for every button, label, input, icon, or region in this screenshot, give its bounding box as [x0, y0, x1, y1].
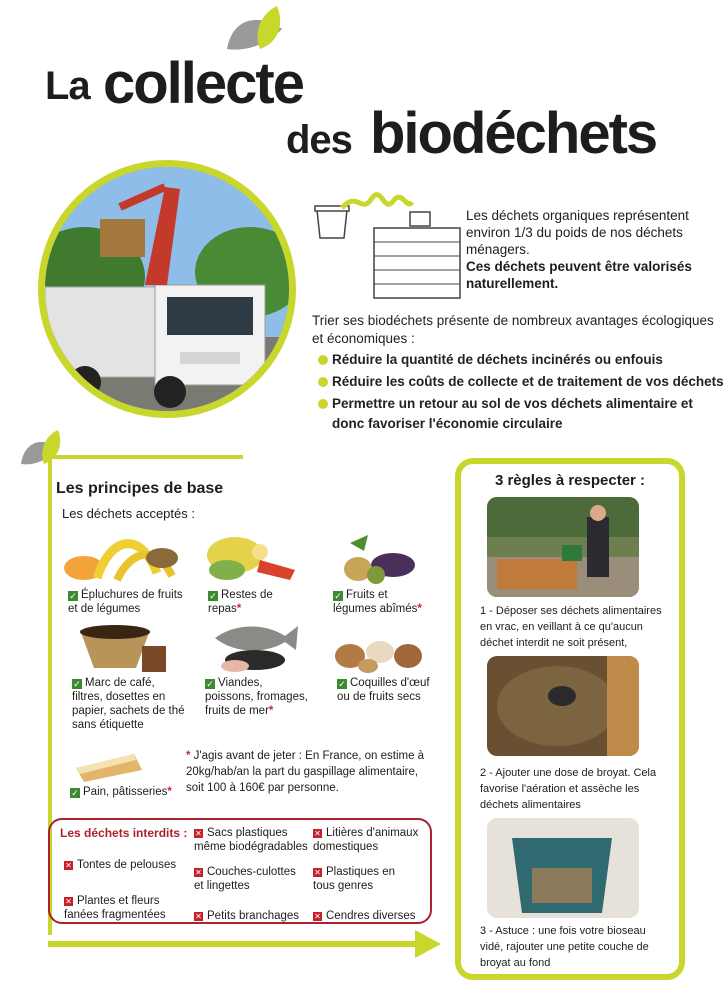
benefits-list	[318, 350, 728, 436]
section-divider	[48, 455, 243, 459]
intro-line1: Les déchets organiques représentent environ 1/3 du poids de nos déchets ménagers.	[466, 208, 689, 257]
forbidden-item: ✕ Litières d'animaux domestiques	[313, 827, 419, 853]
cross-icon: ✕	[65, 897, 72, 906]
waste-note: * J'agis avant de jeter : En France, on estime à 20kg/hab/an la part du gaspillage alimentaire, soit 100 à 160€ par personne.	[186, 750, 425, 794]
check-icon: ✓	[209, 591, 217, 601]
bread-image	[72, 750, 144, 784]
arrow-line	[48, 941, 418, 947]
intro-line2: Ces déchets peuvent être valorisés naturellement.	[466, 259, 692, 291]
benefit-item: Réduire les coûts de collecte et de traitement de vos déchets	[318, 372, 728, 392]
damaged-vegetables-image	[338, 535, 416, 587]
accepted-item: ✓ Pain, pâtisseries*	[71, 786, 172, 798]
truck-photo	[38, 160, 296, 418]
asterisk-icon: *	[236, 603, 242, 615]
leaf-icon	[222, 4, 292, 54]
title-collecte: collecte	[103, 51, 303, 116]
accepted-item: ✓ Coquilles d'œuf ou de fruits secs	[337, 677, 430, 703]
rule-3-text: 3 - Astuce : une fois votre bioseau vidé, rajouter une petite couche de broyat au fond	[480, 925, 649, 969]
accepted-item: ✓ Marc de café, filtres, dosettes en papier, sachets de thé sans étiquette	[72, 677, 185, 731]
leftovers-image	[205, 530, 300, 585]
asterisk-icon: *	[167, 786, 172, 798]
compost-bin-icon	[312, 190, 462, 300]
cross-icon: ✕	[314, 868, 321, 877]
accepted-item: ✓ Épluchures de fruits et de légumes	[68, 589, 183, 615]
title-des: des	[286, 118, 352, 162]
benefit-item: Permettre un retour au sol de vos déchets alimentaire et donc favoriser l'économie circulaire	[318, 394, 728, 434]
accepted-item: ✓ Fruits et légumes abîmés*	[333, 589, 422, 615]
meat-fish-image	[210, 618, 302, 676]
check-icon: ✓	[69, 591, 77, 601]
rule-1-text: 1 - Déposer ses déchets alimentaires en vrac, en veillant à ce qu'aucun déchet interdit ne soit présent,	[480, 605, 662, 649]
leaf-icon	[18, 428, 68, 468]
check-icon: ✓	[334, 591, 342, 601]
forbidden-item: ✕ Petits branchages	[195, 910, 300, 922]
title-biodechets: biodéchets	[370, 101, 657, 166]
forbidden-title: Les déchets interdits :	[60, 826, 188, 840]
asterisk-icon: *	[417, 603, 422, 615]
intro-text	[466, 207, 716, 292]
benefit-item: Réduire la quantité de déchets incinérés ou enfouis	[318, 350, 728, 370]
rule1-photo	[487, 497, 639, 597]
accepted-item: ✓ Restes de repas*	[208, 589, 273, 615]
rule2-photo	[487, 656, 639, 756]
cross-icon: ✕	[195, 829, 202, 838]
forbidden-item: ✕ Sacs plastiques même biodégradables	[194, 827, 308, 853]
forbidden-item: ✕ Plantes et fleurs fanées fragmentées	[64, 895, 166, 921]
trier-text: Trier ses biodéchets présente de nombreux avantages écologiques et économiques :	[312, 313, 714, 346]
forbidden-item: ✕ Couches-culottes et lingettes	[194, 866, 296, 892]
asterisk-icon: *	[268, 705, 274, 717]
principes-title: Les principes de base	[56, 480, 224, 497]
cross-icon: ✕	[65, 861, 72, 870]
check-icon: ✓	[73, 679, 81, 689]
forbidden-item: ✕ Tontes de pelouses	[65, 859, 177, 871]
cross-icon: ✕	[195, 868, 202, 877]
rule-2-text: 2 - Ajouter une dose de broyat. Cela favorise l'aération et assèche les déchets alimentaires	[480, 767, 657, 811]
check-icon: ✓	[71, 788, 79, 798]
coffee-grounds-image	[78, 620, 170, 678]
rule3-photo	[487, 818, 639, 918]
rules-title: 3 règles à respecter :	[494, 472, 646, 489]
check-icon: ✓	[338, 679, 346, 689]
accepted-title: Les déchets acceptés :	[62, 506, 195, 521]
peelings-image	[62, 528, 182, 586]
asterisk-icon: *	[186, 750, 194, 762]
forbidden-item: ✕ Plastiques en tous genres	[313, 866, 396, 892]
cross-icon: ✕	[195, 912, 202, 921]
bullet-icon	[318, 377, 328, 387]
bullet-icon	[318, 399, 328, 409]
bullet-icon	[318, 355, 328, 365]
title-la: La	[45, 64, 90, 108]
arrow-right-icon	[415, 930, 441, 958]
cross-icon: ✕	[314, 829, 321, 838]
shells-image	[332, 632, 424, 674]
cross-icon: ✕	[314, 912, 321, 921]
check-icon: ✓	[206, 679, 214, 689]
forbidden-item: ✕ Cendres diverses	[314, 910, 416, 922]
accepted-item: ✓ Viandes, poissons, fromages, fruits de mer*	[205, 677, 308, 717]
